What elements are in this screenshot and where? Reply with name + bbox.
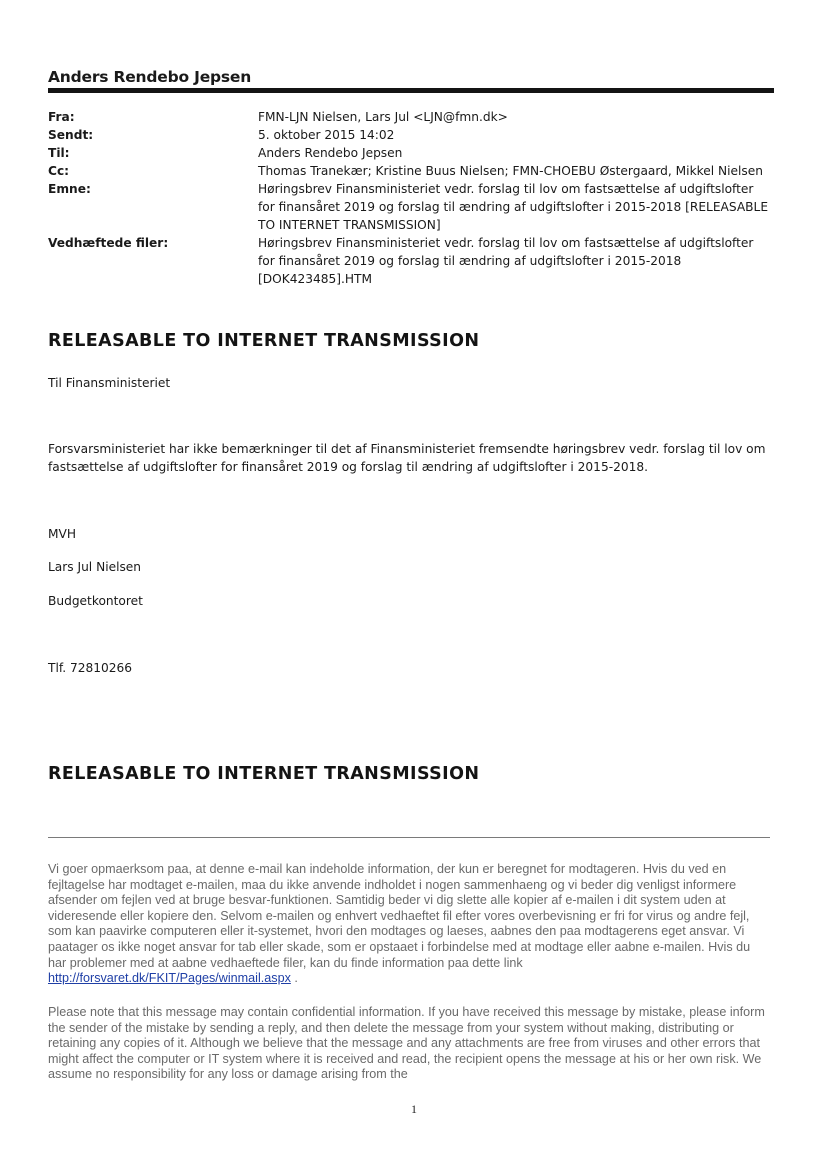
disclaimer-english: Please note that this message may contain confidential information. If you have received this message by mistake, please inform the sender of the mistake by sending a reply, and then delete the message from your system without making, distributing or retaining any copies of it. Although we believe that the message and any attachments are free from viruses and other errors that might affect the computer or IT system where it is received and read, the recipient opens the message at his or her own risk. We assume no responsibility for any loss or damage arising from the bbox=[48, 1005, 765, 1082]
sender-name: Lars Jul Nielsen bbox=[48, 560, 142, 574]
disclaimer-divider bbox=[48, 837, 770, 838]
header-value: Høringsbrev Finansministeriet vedr. forslag til lov om fastsættelse af udgiftslofter for finansåret 2019 og forslag til ændring af udgiftslofter i 2015-2018 [DOK423485].HTM bbox=[258, 236, 754, 286]
phone-number: Tlf. 72810266 bbox=[48, 661, 133, 675]
classification-banner-top: RELEASABLE TO INTERNET TRANSMISSION bbox=[48, 331, 480, 351]
mailbox-owner: Anders Rendebo Jepsen bbox=[48, 68, 252, 86]
classification-banner-bottom: RELEASABLE TO INTERNET TRANSMISSION bbox=[48, 764, 480, 784]
header-rule bbox=[48, 88, 774, 93]
disclaimer-danish-suffix: . bbox=[290, 971, 298, 986]
header-sent bbox=[48, 126, 778, 144]
body-paragraph: Forsvarsministeriet har ikke bemærkninger til det af Finansministeriet fremsendte høringsbrev vedr. forslag til lov om fastsættelse af udgiftslofter for finansåret 2019 og forslag til ændring af udgiftslofter i 2015-2018. bbox=[48, 442, 766, 474]
header-label: Vedhæftede filer: bbox=[48, 236, 169, 250]
header-subject bbox=[48, 180, 778, 234]
header-value: 5. oktober 2015 14:02 bbox=[258, 128, 395, 142]
disclaimer-danish bbox=[48, 862, 768, 987]
header-value: Thomas Tranekær; Kristine Buus Nielsen; FMN-CHOEBU Østergaard, Mikkel Nielsen bbox=[258, 164, 763, 178]
header-attachments bbox=[48, 234, 778, 288]
header-value: Høringsbrev Finansministeriet vedr. forslag til lov om fastsættelse af udgiftslofter for finansåret 2019 og forslag til ændring af udgiftslofter i 2015-2018 [RELEASABLE TO INTERNET TRANSMISSION] bbox=[258, 182, 769, 232]
header-label: Til: bbox=[48, 146, 70, 160]
disclaimer-danish-text: Vi goer opmaerksom paa, at denne e-mail kan indeholde information, der kun er beregnet for modtageren. Hvis du ved en fejltagelse har modtaget e-mailen, maa du ikke anvende indholdet i nogen sammenhaeng og vi beder dig venligst informere afsender om fejlen ved at bruge besvar-funktionen. Samtidig beder vi dig slette alle kopier af e-mailen i dit system uden at videresende eller kopiere den. Selvom e-mailen og enhvert vedhaeftet fil efter vores overbevisning er fri for virus og andre fejl, som kan paavirke computeren eller it-systemet, hvori den modtages og laeses, aabnes den paa modtagerens eget ansvar. Vi paatager os ikke noget ansvar for tab eller skade, som er opstaaet i forbindelse med at modtage eller aabne e-mailen. Hvis du har problemer med at aabne vedhaeftede filer, kan du finde information paa dette link bbox=[48, 862, 751, 970]
header-from bbox=[48, 108, 778, 126]
header-to bbox=[48, 144, 778, 162]
header-label: Fra: bbox=[48, 110, 75, 124]
department: Budgetkontoret bbox=[48, 594, 143, 608]
header-label: Cc: bbox=[48, 164, 70, 178]
header-value: Anders Rendebo Jepsen bbox=[258, 146, 403, 160]
greeting: Til Finansministeriet bbox=[48, 376, 171, 390]
winmail-help-link[interactable]: http://forsvaret.dk/FKIT/Pages/winmail.aspx bbox=[48, 971, 291, 986]
header-value: FMN-LJN Nielsen, Lars Jul <LJN@fmn.dk> bbox=[258, 110, 508, 124]
page-number: 1 bbox=[411, 1102, 417, 1116]
closing: MVH bbox=[48, 527, 77, 541]
header-label: Sendt: bbox=[48, 128, 94, 142]
header-cc bbox=[48, 162, 778, 180]
email-headers bbox=[48, 108, 778, 288]
header-label: Emne: bbox=[48, 182, 91, 196]
